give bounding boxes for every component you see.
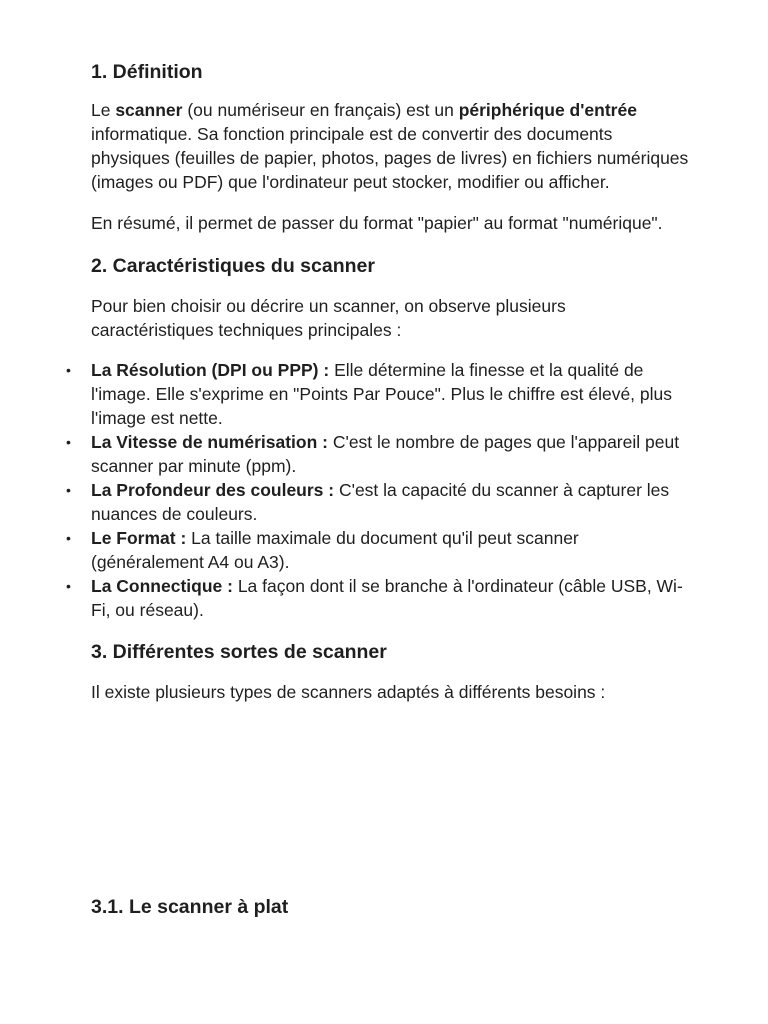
list-item (66, 478, 691, 526)
list-item (66, 574, 691, 622)
list-item-label: La Connectique : (91, 576, 233, 596)
list-item-text: C'est le nombre de pages que l'appareil peut scanner par minute (ppm). (91, 432, 680, 476)
list-item-label: La Résolution (DPI ou PPP) : (91, 360, 330, 380)
list-item (66, 358, 691, 430)
summary-paragraph: En résumé, il permet de passer du format "papier" au format "numérique". (91, 213, 663, 233)
definition-paragraph (91, 98, 691, 194)
list-item-label: Le Format : (91, 528, 187, 548)
bullet-icon: • (66, 434, 71, 450)
list-item-text: Elle détermine la finesse et la qualité de l'image. Elle s'exprime en "Points Par Pouce". Plus le chiffre est élevé, plus l'image est nette. (91, 360, 673, 428)
section-1-heading: 1. Définition (91, 61, 203, 83)
list-item (66, 430, 691, 478)
list-item-text: La taille maximale du document qu'il peut scanner (généralement A4 ou A3). (91, 528, 579, 572)
bullet-icon: • (66, 482, 71, 498)
list-item-label: La Vitesse de numérisation : (91, 432, 328, 452)
bold-term-scanner: scanner (115, 100, 183, 120)
types-intro: Il existe plusieurs types de scanners adaptés à différents besoins : (91, 682, 606, 702)
bullet-icon: • (66, 578, 71, 594)
document-content (66, 58, 691, 704)
bold-term-input-device: périphérique d'entrée (458, 100, 637, 120)
section-3-1-heading: 3.1. Le scanner à plat (91, 896, 289, 918)
list-item-text: La façon dont il se branche à l'ordinateur (câble USB, Wi-Fi, ou réseau). (91, 576, 683, 620)
list-item-text: C'est la capacité du scanner à capturer les nuances de couleurs. (91, 480, 670, 524)
text-run: informatique. Sa fonction principale est de convertir des documents physiques (feuilles de papier, photos, pages de livres) en fichiers numériques (images ou PDF) que l'ordinateur peut stocker, modifier ou afficher. (91, 124, 689, 192)
list-item-label: La Profondeur des couleurs : (91, 480, 335, 500)
characteristics-list (66, 358, 691, 622)
section-3-heading: 3. Différentes sortes de scanner (91, 641, 387, 663)
section-2-heading: 2. Caractéristiques du scanner (91, 255, 375, 277)
characteristics-intro: Pour bien choisir ou décrire un scanner, on observe plusieurs caractéristiques techniques principales : (91, 296, 566, 340)
bullet-icon: • (66, 530, 71, 546)
list-item (66, 526, 691, 574)
text-run: Le (91, 100, 116, 120)
bullet-icon: • (66, 362, 71, 378)
text-run: (ou numériseur en français) est un (182, 100, 459, 120)
